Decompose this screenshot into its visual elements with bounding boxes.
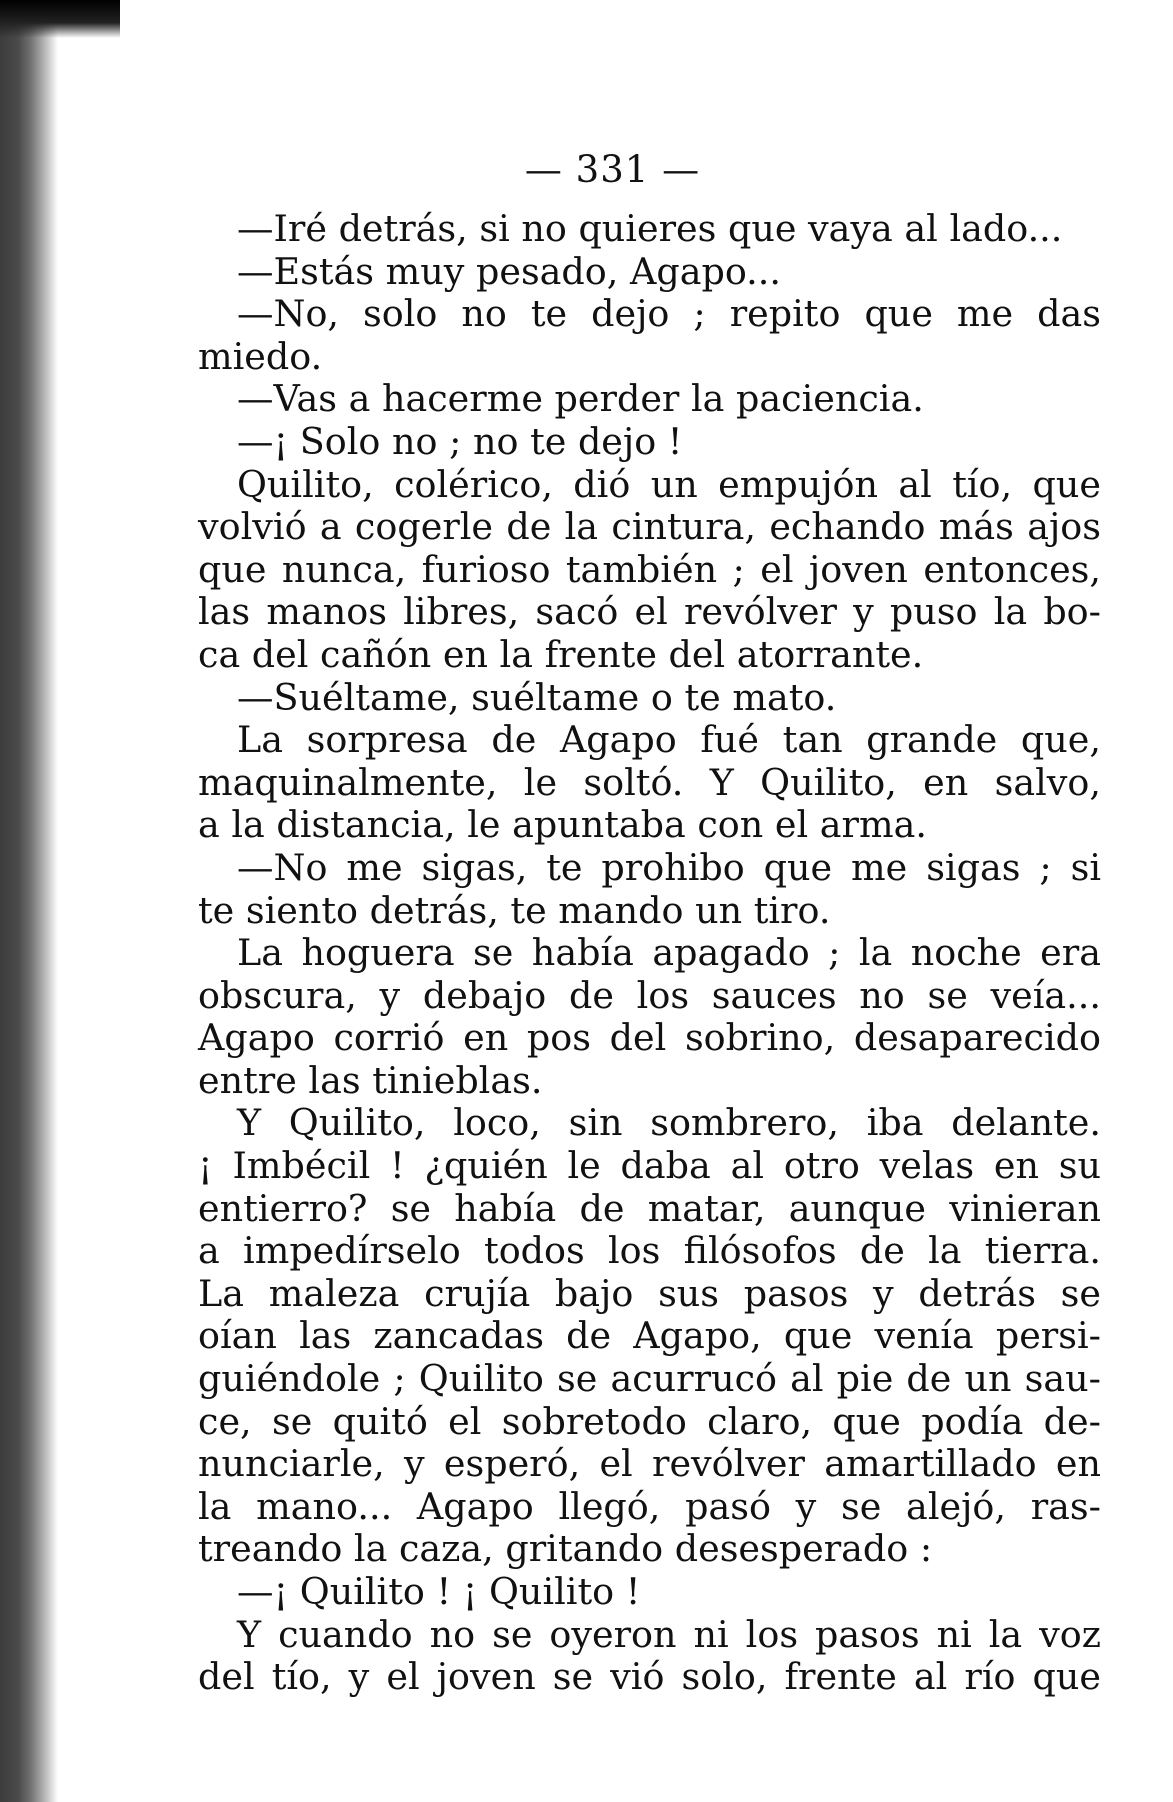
text-line: a la distancia, le apuntaba con el arma.: [198, 803, 927, 847]
text-line: del tío, y el joven se vió solo, frente al río que: [198, 1655, 1101, 1699]
text-line: Y Quilito, loco, sin sombrero, iba delante.: [237, 1101, 1101, 1145]
text-line: ¡ Imbécil ! ¿quién le daba al otro velas en su: [198, 1144, 1101, 1188]
text-line: entierro? se había de matar, aunque vinieran: [198, 1186, 1101, 1230]
text-line: miedo.: [198, 334, 323, 378]
text-line: entre las tinieblas.: [198, 1058, 543, 1102]
text-line: La hoguera se había apagado ; la noche era: [237, 931, 1101, 975]
text-line: La maleza crujía bajo sus pasos y detrás se: [198, 1271, 1101, 1315]
text-line: —No me sigas, te prohibo que me sigas ; si: [237, 845, 1101, 889]
text-line: La sorpresa de Agapo fué tan grande que,: [237, 718, 1101, 762]
text-line: —Suéltame, suéltame o te mato.: [237, 675, 837, 719]
text-line: —Iré detrás, si no quieres que vaya al lado...: [237, 207, 1063, 250]
text-line: nunciarle, y esperó, el revólver amartillado en: [198, 1442, 1101, 1486]
body-text: [198, 208, 1101, 1699]
text-line: Quilito, colérico, dió un empujón al tío, que: [237, 462, 1101, 506]
scan-corner-mark: [0, 0, 120, 38]
text-line: ce, se quitó el sobretodo claro, que podía de-: [198, 1399, 1101, 1443]
text-line: las manos libres, sacó el revólver y puso la bo-: [198, 590, 1101, 634]
text-line: la mano... Agapo llegó, pasó y se alejó, ras-: [198, 1484, 1101, 1528]
text-line: a impedírselo todos los filósofos de la tierra.: [198, 1229, 1101, 1273]
text-line: volvió a cogerle de la cintura, echando más ajos: [198, 505, 1101, 549]
text-line: maquinalmente, le soltó. Y Quilito, en salvo,: [198, 760, 1101, 804]
page-binding-shadow: [0, 0, 58, 1802]
text-line: oían las zancadas de Agapo, que venía persi-: [198, 1314, 1101, 1358]
text-line: —¡ Quilito ! ¡ Quilito !: [237, 1570, 641, 1613]
text-line: Y cuando no se oyeron ni los pasos ni la voz: [237, 1612, 1101, 1656]
text-line: —Estás muy pesado, Agapo...: [237, 249, 781, 293]
text-line: —¡ Solo no ; no te dejo !: [237, 419, 683, 463]
text-line: guiéndole ; Quilito se acurrucó al pie de un sau-: [198, 1357, 1101, 1401]
text-line: obscura, y debajo de los sauces no se veía...: [198, 973, 1101, 1017]
text-line: te siento detrás, te mando un tiro.: [198, 888, 831, 932]
text-line: Agapo corrió en pos del sobrino, desaparecido: [198, 1016, 1101, 1060]
page-number: — 331 —: [524, 148, 701, 191]
text-line: ca del cañón en la frente del atorrante.: [198, 632, 924, 676]
text-line: que nunca, furioso también ; el joven entonces,: [198, 547, 1101, 591]
text-line: treando la caza, gritando desesperado :: [198, 1527, 933, 1571]
text-line: —No, solo no te dejo ; repito que me das: [237, 292, 1101, 336]
text-line: —Vas a hacerme perder la paciencia.: [237, 377, 924, 421]
